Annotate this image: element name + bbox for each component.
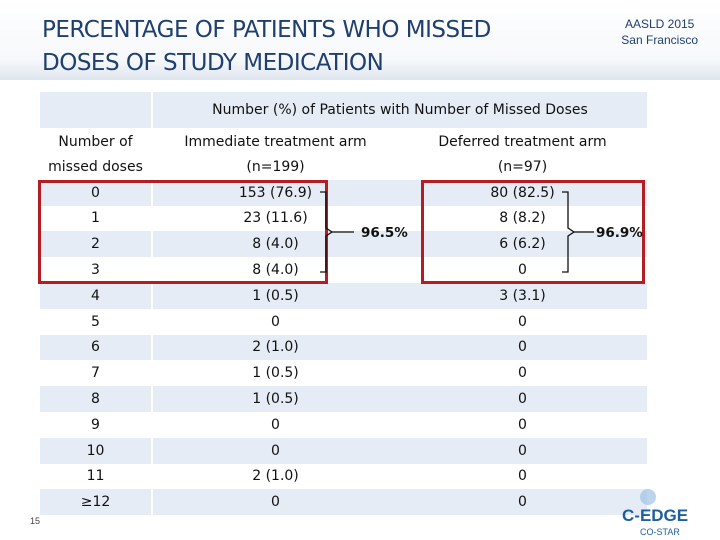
missed-doses-cell: 7 [40,360,152,386]
immediate-arm-cell: 0 [152,438,398,464]
deferred-arm-cell: 0 [398,309,647,335]
deferred-arm-cell: 0 [398,257,647,283]
title-line-2: DOSES OF STUDY MEDICATION [42,50,384,76]
svg-text:CO-STAR: CO-STAR [640,527,680,537]
group-header: Number (%) of Patients with Number of Missed Doses [152,92,647,129]
deferred-arm-cell: 0 [398,464,647,490]
missed-doses-cell: 0 [40,180,152,206]
table-row [40,386,647,412]
immediate-arm-cell: 2 (1.0) [152,464,398,490]
immediate-arm-cell: 0 [152,412,398,438]
slide-title [42,14,562,80]
meeting-label [621,16,698,48]
col0-header-line2: missed doses [40,154,152,180]
deferred-adherence-pct: 96.9% [596,225,643,241]
immediate-arm-cell: 153 (76.9) [152,180,398,206]
missed-doses-cell: 2 [40,231,152,257]
missed-doses-cell: 9 [40,412,152,438]
immediate-arm-cell: 1 (0.5) [152,283,398,309]
immediate-arm-cell: 0 [152,489,398,515]
page-number: 15 [30,516,41,526]
missed-doses-cell: 4 [40,283,152,309]
deferred-arm-cell: 3 (3.1) [398,283,647,309]
immediate-arm-cell: 8 (4.0) [152,257,398,283]
table-body [40,92,647,180]
col1-header-line2: (n=199) [152,154,398,180]
immediate-arm-cell: 8 (4.0) [152,231,398,257]
missed-doses-cell: 1 [40,206,152,232]
deferred-arm-cell: 0 [398,386,647,412]
deferred-arm-cell: 0 [398,489,647,515]
svg-text:C-EDGE: C-EDGE [622,506,689,525]
table-row [40,360,647,386]
immediate-arm-cell: 2 (1.0) [152,335,398,361]
missed-doses-cell: 11 [40,464,152,490]
deferred-arm-cell: 8 (8.2) [398,206,647,232]
missed-doses-cell: ≥12 [40,489,152,515]
immediate-arm-cell: 1 (0.5) [152,360,398,386]
table-row [40,438,647,464]
deferred-arm-cell: 80 (82.5) [398,180,647,206]
table-row [40,335,647,361]
deferred-arm-cell: 0 [398,335,647,361]
missed-doses-cell: 10 [40,438,152,464]
empty-header-cell [40,92,152,129]
immediate-arm-cell: 23 (11.6) [152,206,398,232]
missed-doses-table [40,92,647,515]
table-row [40,412,647,438]
group-header-row [40,92,647,129]
title-line-1: PERCENTAGE OF PATIENTS WHO MISSED [42,17,491,43]
highlight-box-left [38,180,328,284]
column-header-row-1 [40,129,647,154]
col2-header-line1: Deferred treatment arm [398,129,647,154]
deferred-arm-cell: 0 [398,438,647,464]
missed-doses-cell: 8 [40,386,152,412]
table-row [40,309,647,335]
meeting-name: AASLD 2015 [624,17,695,31]
immediate-arm-cell: 0 [152,309,398,335]
deferred-arm-cell: 0 [398,360,647,386]
table-row [40,283,647,309]
col1-header-line1: Immediate treatment arm [152,129,398,154]
missed-doses-cell: 3 [40,257,152,283]
meeting-location: San Francisco [621,33,698,47]
col0-header-line1: Number of [40,129,152,154]
missed-doses-cell: 5 [40,309,152,335]
deferred-arm-cell: 0 [398,412,647,438]
study-logo [614,483,704,540]
table-row [40,489,647,515]
immediate-arm-cell: 1 (0.5) [152,386,398,412]
deferred-arm-cell: 6 (6.2) [398,231,647,257]
table-row [40,464,647,490]
missed-doses-cell: 6 [40,335,152,361]
column-header-row-2 [40,154,647,180]
immediate-adherence-pct: 96.5% [361,225,408,241]
col2-header-line2: (n=97) [398,154,647,180]
